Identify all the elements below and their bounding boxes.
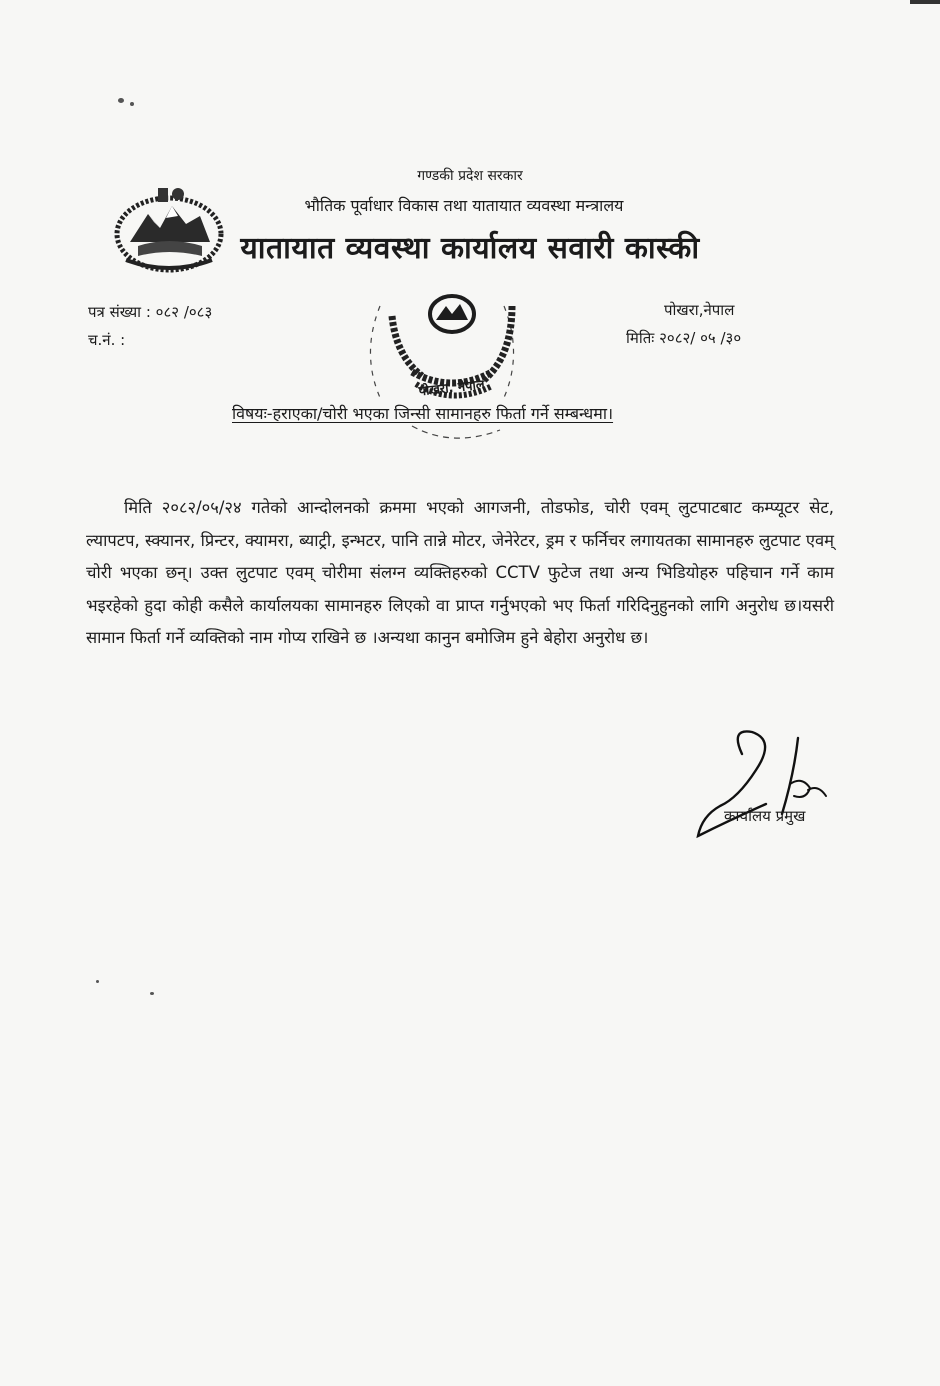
letter-date: मितिः २०८२/ ०५ /३० xyxy=(626,329,742,347)
ministry-name: भौतिक पूर्वाधार विकास तथा यातायात व्यवस्था मन्त्रालय xyxy=(304,196,624,215)
letter-body: मिति २०८२/०५/२४ गतेको आन्दोलनको क्रममा भएको आगजनी, तोडफोड, चोरी एवम् लुटपाटबाट कम्प्यूटर सेट, ल्यापटप, स्क्यानर, प्रिन्टर, क्यामरा, ब्याट्री, इन्भटर, पानि तान्ने मोटर, जेनेरेटर, ड्रम र फर्निचर लगायतका सामानहरु लुटपाट एवम् चोरी भएका छन्। उक्त लुटपाट एवम् चोरीमा संलग्न व्यक्तिहरुको CCTV फुटेज तथा अन्य भिडियोहरु पहिचान गर्ने काम भइरहेको हुदा कोही कसैले कार्यालयका सामानहरु लिएको वा प्राप्त गर्नुभएको भए फिर्ता गरिदिनुहुनको लागि अनुरोध छ।यसरी सामान फिर्ता गर्ने व्यक्तिको नाम गोप्य राखिने छ ।अन्यथा कानुन बमोजिम हुने बेहोरा अनुरोध छ। xyxy=(86,498,834,647)
scan-edge xyxy=(910,0,940,4)
scan-speck xyxy=(130,102,134,106)
dispatch-number: च.नं. : xyxy=(88,331,126,349)
scan-speck xyxy=(118,98,124,103)
scan-speck xyxy=(150,992,154,995)
letter-location: पोखरा,नेपाल xyxy=(664,301,735,319)
seal-text: पोखरा, नेपाल xyxy=(417,377,486,400)
signatory-title: कार्यालय प्रमुख xyxy=(724,807,806,825)
scan-speck xyxy=(96,980,99,983)
office-name: यातायात व्यवस्था कार्यालय सवारी कास्की xyxy=(240,231,700,266)
letter-subject: विषयः-हराएका/चोरी भएका जिन्सी सामानहरु फिर्ता गर्ने सम्बन्धमा। xyxy=(232,404,614,423)
letter-number: पत्र संख्या : ०८२ /०८३ xyxy=(88,303,213,321)
government-name: गण्डकी प्रदेश सरकार xyxy=(417,168,523,184)
